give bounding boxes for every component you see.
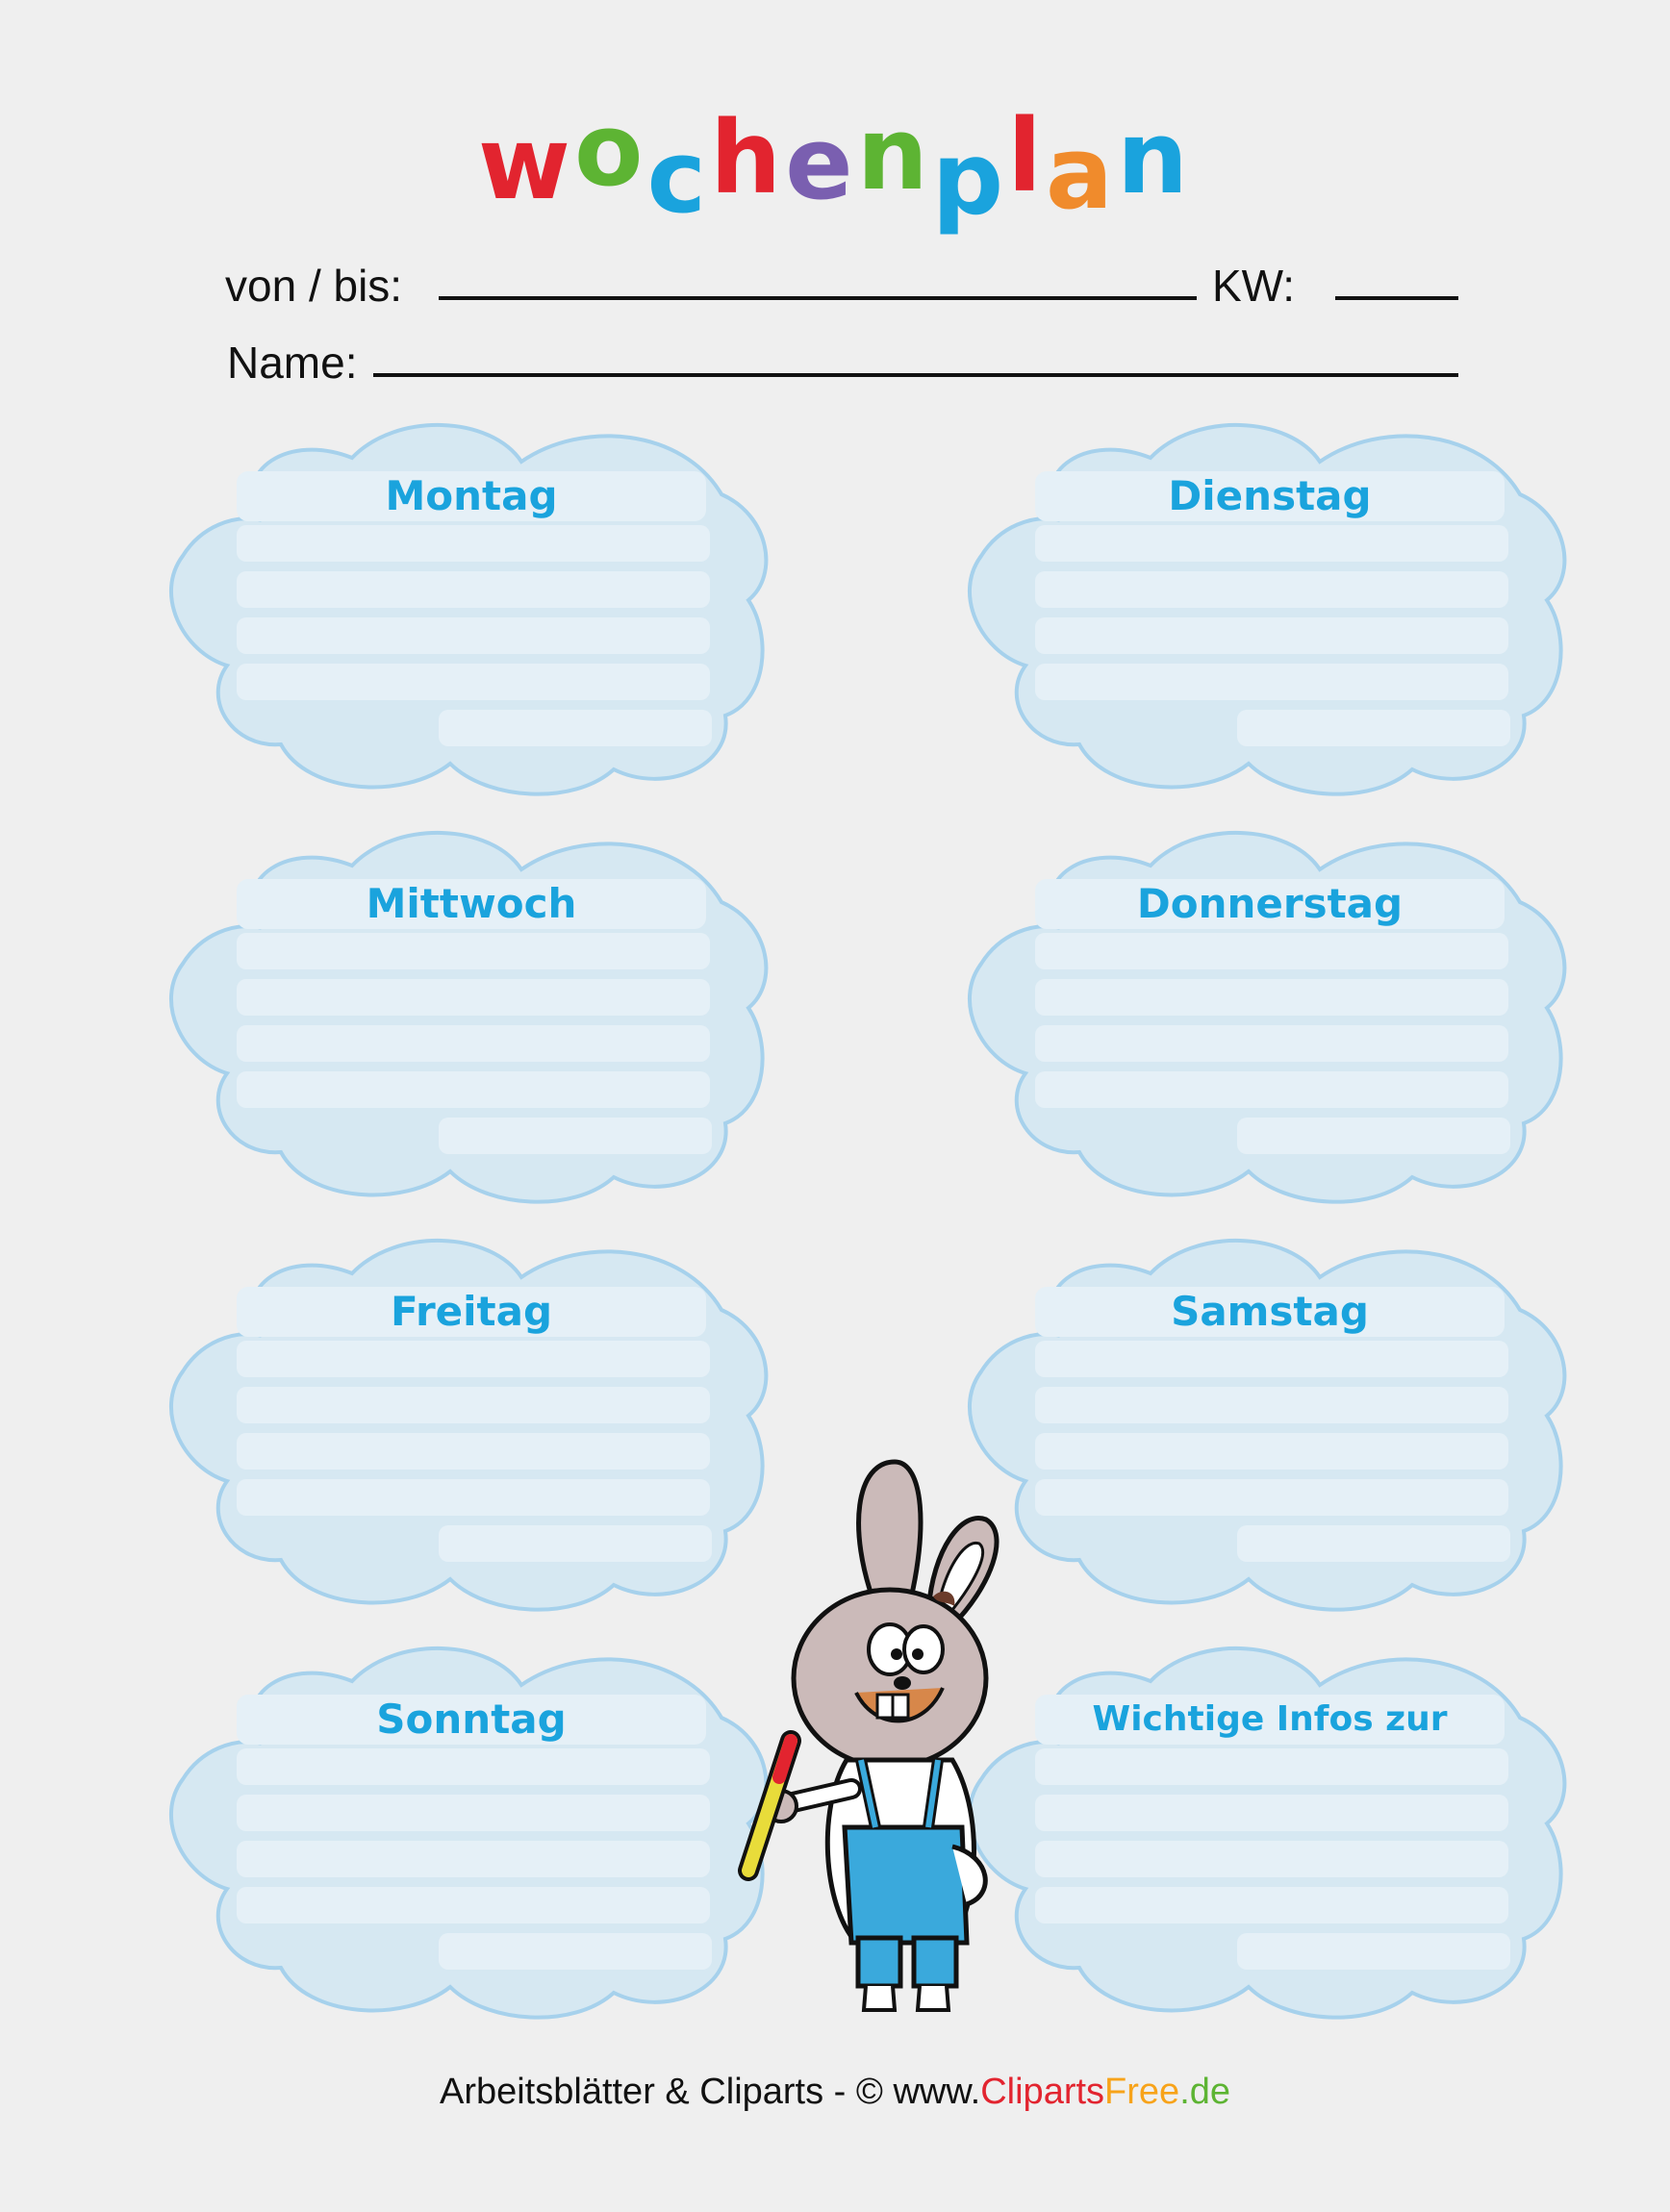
writing-line[interactable] xyxy=(237,571,710,608)
writing-line[interactable] xyxy=(1035,1387,1508,1423)
day-block-mittwoch xyxy=(144,819,779,1204)
writing-line[interactable] xyxy=(1035,1341,1508,1377)
title-letter: p xyxy=(931,120,1008,238)
writing-line[interactable] xyxy=(237,617,710,654)
day-title: Samstag xyxy=(1035,1287,1505,1337)
day-title: Mittwoch xyxy=(237,879,706,929)
writing-line[interactable] xyxy=(1035,1795,1508,1831)
writing-line[interactable] xyxy=(237,1433,710,1470)
writing-line[interactable] xyxy=(1237,1933,1510,1970)
day-title: Dienstag xyxy=(1035,471,1505,521)
footer-link-part[interactable]: .de xyxy=(1179,2072,1231,2112)
writing-line[interactable] xyxy=(1035,1479,1508,1516)
writing-line[interactable] xyxy=(1035,1433,1508,1470)
writing-line[interactable] xyxy=(1035,979,1508,1016)
writing-line[interactable] xyxy=(237,1025,710,1062)
writing-line[interactable] xyxy=(237,1341,710,1377)
footer-credit xyxy=(0,2072,1670,2113)
writing-line[interactable] xyxy=(237,1795,710,1831)
footer-link-part[interactable]: Free xyxy=(1104,2072,1180,2112)
writing-line[interactable] xyxy=(1237,1118,1510,1154)
name-label: Name: xyxy=(227,338,358,388)
writing-line[interactable] xyxy=(439,1525,712,1562)
writing-line[interactable] xyxy=(237,1387,710,1423)
writing-line[interactable] xyxy=(237,1887,710,1923)
writing-line[interactable] xyxy=(1035,933,1508,969)
page-title xyxy=(0,91,1670,238)
writing-line[interactable] xyxy=(1035,617,1508,654)
writing-line[interactable] xyxy=(237,525,710,562)
writing-line[interactable] xyxy=(1035,1841,1508,1877)
writing-line[interactable] xyxy=(237,664,710,700)
from-to-field[interactable] xyxy=(439,296,1197,300)
day-title: Donnerstag xyxy=(1035,879,1505,929)
writing-line[interactable] xyxy=(237,1841,710,1877)
title-letter: n xyxy=(856,95,932,213)
writing-line[interactable] xyxy=(1237,1525,1510,1562)
writing-line[interactable] xyxy=(439,710,712,746)
week-label: KW: xyxy=(1212,261,1296,311)
writing-line[interactable] xyxy=(1035,1748,1508,1785)
writing-line[interactable] xyxy=(237,1479,710,1516)
footer-prefix: Arbeitsblätter & Cliparts - © www. xyxy=(439,2072,981,2112)
day-block-freitag xyxy=(144,1227,779,1612)
title-letter: n xyxy=(1117,99,1193,216)
writing-line[interactable] xyxy=(1237,710,1510,746)
day-title: Sonntag xyxy=(237,1695,706,1745)
writing-line[interactable] xyxy=(439,1933,712,1970)
writing-line[interactable] xyxy=(1035,525,1508,562)
bunny-mascot-icon xyxy=(731,1443,1039,2020)
writing-line[interactable] xyxy=(237,933,710,969)
from-to-label: von / bis: xyxy=(225,261,403,311)
title-letter: a xyxy=(1045,114,1118,232)
day-title: Montag xyxy=(237,471,706,521)
day-title: Freitag xyxy=(237,1287,706,1337)
day-block-montag xyxy=(144,412,779,796)
name-field[interactable] xyxy=(373,373,1458,377)
writing-line[interactable] xyxy=(1035,571,1508,608)
writing-line[interactable] xyxy=(1035,1887,1508,1923)
writing-line[interactable] xyxy=(439,1118,712,1154)
writing-line[interactable] xyxy=(237,979,710,1016)
title-letter: w xyxy=(477,105,574,222)
footer-link-part[interactable]: Cliparts xyxy=(980,2072,1105,2112)
title-letter: h xyxy=(710,99,786,216)
title-letter: l xyxy=(1007,97,1046,214)
writing-line[interactable] xyxy=(237,1748,710,1785)
day-block-dienstag xyxy=(943,412,1578,796)
title-letter: o xyxy=(573,91,647,209)
writing-line[interactable] xyxy=(237,1071,710,1108)
writing-line[interactable] xyxy=(1035,1071,1508,1108)
day-block-donnerstag xyxy=(943,819,1578,1204)
day-title: Wichtige Infos zur xyxy=(1035,1695,1505,1745)
title-letter: e xyxy=(785,105,857,222)
week-field[interactable] xyxy=(1335,296,1458,300)
title-letter: c xyxy=(646,118,711,236)
writing-line[interactable] xyxy=(1035,1025,1508,1062)
day-block-sonntag xyxy=(144,1635,779,2020)
writing-line[interactable] xyxy=(1035,664,1508,700)
